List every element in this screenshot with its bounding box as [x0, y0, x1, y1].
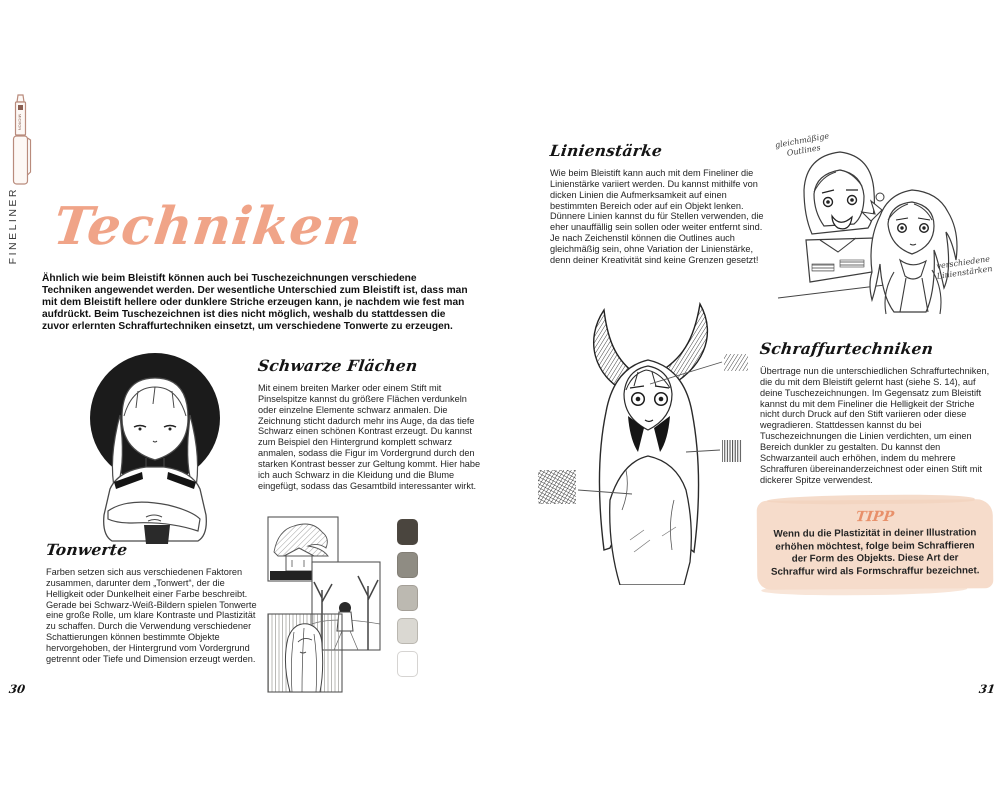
- tip-label: TIPP: [854, 508, 895, 526]
- tip-box: [757, 499, 994, 590]
- panel-girl-long-hair: [268, 614, 342, 692]
- section-heading-tonwerte: Tonwerte: [44, 540, 129, 559]
- portrait-illustration: [58, 340, 244, 546]
- demon-girl-illustration: [534, 300, 762, 585]
- value-swatch-5: [397, 651, 418, 677]
- section-body-linienstaerke: Wie beim Bleistift kann auch mit dem Fineliner die Linienstärke variiert werden. Du kannst mithilfe von dicken Linien die Aufmerksamkeit auf einen bestimmten Bereich oder auf ein Objekt lenken. Dünnere Linien kannst du für Stellen verwenden, die eher unauffällig sein sollen oder weiter entfernt sind. Je nach Zeichenstil können die Outlines auch gleichmäßig sein, ohne Variation der Linienstärke, denn deiner Kreativität sind keine Grenzen gesetzt!: [550, 168, 764, 265]
- intro-paragraph: Ähnlich wie beim Bleistift können auch bei Tuschezeichnungen verschiedene Techniken angewendet werden. Der wesentliche Unterschied zum Bleistift ist, dass man mit dem Bleistift hellere oder dunklere Striche erzeugen kann, je nachdem wie fest man aufdrückt. Beim Tuschezeichnen ist dies nicht möglich, weshalb du stattdessen die zuvor erlernten Schraffurtechniken einsetzt, um verschiedene Tonwerte zu erzeugen.: [42, 273, 468, 333]
- value-swatch-2: [397, 552, 418, 578]
- section-schraffurtechniken: [760, 339, 992, 485]
- section-body-schwarze-flaechen: Mit einem breiten Marker oder einem Stift mit Pinselspitze kannst du größere Flächen verdunkeln oder einzelne Elemente schwarz anmalen. Die Zeichnung sticht dadurch mehr ins Auge, da das tiefe Schwarz einen schönen Kontrast erzeugt. Du kannst zum Beispiel den Hintergrund komplett schwarz anmalen, sodass die Figur im Vordergrund durch den starken Kontrast besser zur Geltung kommt. Hier habe ich auch Schwarz in die Kleidung und die Blume eingefügt, sodass das Gesamtbild interessanter wirkt.: [258, 383, 481, 491]
- section-schwarze-flaechen: [258, 356, 484, 492]
- fineliner-pen-icon: [6, 94, 36, 192]
- chapter-sidebar-label: FINELINER: [7, 187, 19, 265]
- svg-text:MICRON: MICRON: [17, 114, 23, 131]
- section-linienstaerke: [550, 141, 772, 266]
- value-swatch-1: [397, 519, 418, 545]
- section-heading-linienstaerke: Linienstärke: [548, 141, 664, 160]
- page-title: Techniken: [50, 196, 367, 257]
- section-heading-schraffurtechniken: Schraffurtechniken: [758, 339, 935, 358]
- value-scale: [397, 519, 418, 677]
- tip-body: Wenn du die Plastizität in deiner Illustration erhöhen möchtest, folge beim Schraffieren der Form des Objekts. Diese Art der Schraffur wird als Formschraffur bezeichnet.: [770, 527, 980, 578]
- value-swatch-3: [397, 585, 418, 611]
- annotation-linienstaerken: verschiedene Linienstärken: [935, 254, 994, 282]
- section-body-schraffurtechniken: Übertrage nun die unterschiedlichen Schraffurtechniken, die du mit dem Bleistift gelernt hast (siehe S. 14), auf deine Tuschezeichnungen. Im Gegensatz zum Bleistift kannst du mit dem Fineliner die Helligkeit der Striche nicht durch Druck auf den Stift variieren oder diese wegradieren. Stattdessen kannst du bei Tuschezeichnungen die Linien verdichten, um einen Bereich dunkler zu gestalten. Du kannst den Schwarzanteil auch erhöhen, indem du mehrere Schraffuren übereinanderzeichnest oder einen Stift mit dickerer Spitze verwendest.: [760, 366, 990, 485]
- section-body-tonwerte: Farben setzen sich aus verschiedenen Faktoren zusammen, darunter dem „Tonwert“, der die Helligkeit oder Dunkelheit einer Farbe beschreibt. Gerade bei Schwarz-Weiß-Bildern spielen Tonwerte eine große Rolle, um klare Kontraste und Plastizität zu schaffen. Durch die Verwendung verschiedener Schattierungen können bestimmte Objekte hervorgehoben, der Hintergrund vom Vordergrund getrennt oder Tiefe und Dimension erzeugt werden.: [46, 567, 257, 664]
- value-swatch-4: [397, 618, 418, 644]
- tonal-sketch-panels: [264, 512, 414, 694]
- section-heading-schwarze-flaechen: Schwarze Flächen: [256, 356, 419, 375]
- section-tonwerte: [46, 540, 264, 665]
- page-number-left: 30: [8, 682, 26, 696]
- annotation-outlines: gleichmäßige Outlines: [774, 131, 830, 159]
- page-number-right: 31: [978, 682, 996, 696]
